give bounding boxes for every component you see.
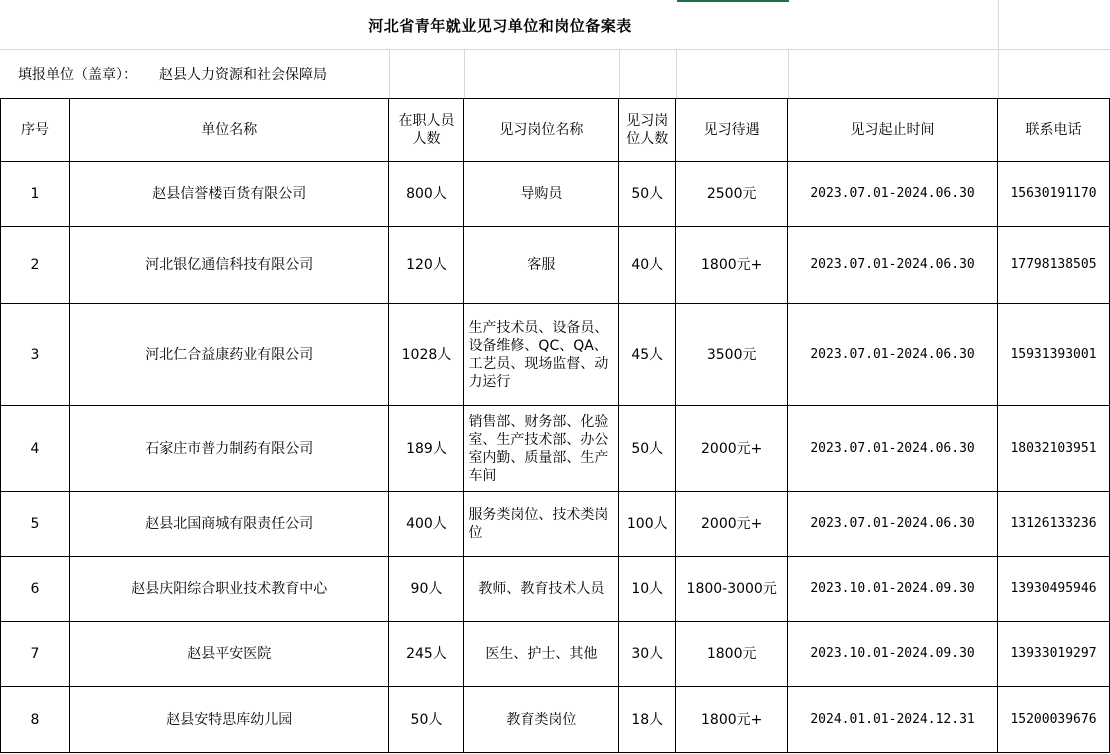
cell-post[interactable]: 教育类岗位 bbox=[464, 687, 619, 753]
cell-phone[interactable]: 13930495946 bbox=[997, 557, 1109, 622]
gridline bbox=[464, 50, 465, 98]
cell-no[interactable]: 2 bbox=[1, 227, 70, 304]
cell-period[interactable]: 2023.07.01-2024.06.30 bbox=[788, 227, 998, 304]
cell-period[interactable]: 2023.10.01-2024.09.30 bbox=[788, 622, 998, 687]
reporting-unit bbox=[18, 50, 327, 98]
cell-unit[interactable]: 赵县北国商城有限责任公司 bbox=[69, 492, 389, 557]
table-row bbox=[1, 304, 1110, 406]
cell-unit[interactable]: 赵县安特思库幼儿园 bbox=[69, 687, 389, 753]
cell-post[interactable]: 客服 bbox=[464, 227, 619, 304]
cell-phone[interactable]: 13126133236 bbox=[997, 492, 1109, 557]
header-pay[interactable]: 见习待遇 bbox=[676, 99, 788, 162]
header-staff[interactable]: 在职人员人数 bbox=[389, 99, 464, 162]
cell-count[interactable]: 50人 bbox=[619, 162, 676, 227]
cell-pay[interactable]: 1800元 bbox=[676, 622, 788, 687]
cell-no[interactable]: 5 bbox=[1, 492, 70, 557]
cell-period[interactable]: 2023.07.01-2024.06.30 bbox=[788, 304, 998, 406]
cell-pay[interactable]: 1800元+ bbox=[676, 227, 788, 304]
cell-phone[interactable]: 17798138505 bbox=[997, 227, 1109, 304]
cell-count[interactable]: 45人 bbox=[619, 304, 676, 406]
cell-unit[interactable]: 河北仁合益康药业有限公司 bbox=[69, 304, 389, 406]
header-post[interactable]: 见习岗位名称 bbox=[464, 99, 619, 162]
cell-post[interactable]: 教师、教育技术人员 bbox=[464, 557, 619, 622]
cell-count[interactable]: 40人 bbox=[619, 227, 676, 304]
table-header-row bbox=[1, 99, 1110, 162]
header-period[interactable]: 见习起止时间 bbox=[788, 99, 998, 162]
cell-no[interactable]: 3 bbox=[1, 304, 70, 406]
cell-period[interactable]: 2024.01.01-2024.12.31 bbox=[788, 687, 998, 753]
gridline bbox=[676, 50, 677, 98]
table-row bbox=[1, 622, 1110, 687]
cell-post[interactable]: 导购员 bbox=[464, 162, 619, 227]
header-post-count[interactable]: 见习岗位人数 bbox=[619, 99, 676, 162]
header-phone[interactable]: 联系电话 bbox=[997, 99, 1109, 162]
cell-no[interactable]: 7 bbox=[1, 622, 70, 687]
cell-unit[interactable]: 赵县庆阳综合职业技术教育中心 bbox=[69, 557, 389, 622]
table-row bbox=[1, 492, 1110, 557]
cell-post[interactable]: 销售部、财务部、化验室、生产技术部、办公室内勤、质量部、生产车间 bbox=[464, 406, 619, 492]
table-row bbox=[1, 557, 1110, 622]
cell-period[interactable]: 2023.07.01-2024.06.30 bbox=[788, 406, 998, 492]
cell-no[interactable]: 4 bbox=[1, 406, 70, 492]
cell-staff[interactable]: 189人 bbox=[389, 406, 464, 492]
cell-pay[interactable]: 2000元+ bbox=[676, 406, 788, 492]
cell-phone[interactable]: 15931393001 bbox=[997, 304, 1109, 406]
header-no[interactable]: 序号 bbox=[1, 99, 70, 162]
cell-pay[interactable]: 2500元 bbox=[676, 162, 788, 227]
cell-count[interactable]: 30人 bbox=[619, 622, 676, 687]
cell-phone[interactable]: 18032103951 bbox=[997, 406, 1109, 492]
table-row bbox=[1, 162, 1110, 227]
cell-period[interactable]: 2023.10.01-2024.09.30 bbox=[788, 557, 998, 622]
cell-unit[interactable]: 赵县平安医院 bbox=[69, 622, 389, 687]
cell-pay[interactable]: 2000元+ bbox=[676, 492, 788, 557]
cell-unit[interactable]: 石家庄市普力制药有限公司 bbox=[69, 406, 389, 492]
cell-no[interactable]: 8 bbox=[1, 687, 70, 753]
cell-staff[interactable]: 245人 bbox=[389, 622, 464, 687]
internship-table bbox=[0, 98, 1110, 753]
cell-staff[interactable]: 1028人 bbox=[389, 304, 464, 406]
cell-phone[interactable]: 15200039676 bbox=[997, 687, 1109, 753]
cell-pay[interactable]: 1800元+ bbox=[676, 687, 788, 753]
reporting-unit-label: 填报单位（盖章）： bbox=[18, 67, 137, 83]
header-unit[interactable]: 单位名称 bbox=[69, 99, 389, 162]
cell-post[interactable]: 服务类岗位、技术类岗位 bbox=[464, 492, 619, 557]
cell-staff[interactable]: 50人 bbox=[389, 687, 464, 753]
cell-staff[interactable]: 400人 bbox=[389, 492, 464, 557]
gridline bbox=[389, 50, 390, 98]
table-row bbox=[1, 406, 1110, 492]
cell-post[interactable]: 生产技术员、设备员、设备维修、QC、QA、工艺员、现场监督、动力运行 bbox=[464, 304, 619, 406]
cell-pay[interactable]: 3500元 bbox=[676, 304, 788, 406]
cell-no[interactable]: 6 bbox=[1, 557, 70, 622]
cell-staff[interactable]: 90人 bbox=[389, 557, 464, 622]
cell-period[interactable]: 2023.07.01-2024.06.30 bbox=[788, 162, 998, 227]
cell-post[interactable]: 医生、护士、其他 bbox=[464, 622, 619, 687]
cell-unit[interactable]: 赵县信誉楼百货有限公司 bbox=[69, 162, 389, 227]
cell-no[interactable]: 1 bbox=[1, 162, 70, 227]
cell-unit[interactable]: 河北银亿通信科技有限公司 bbox=[69, 227, 389, 304]
table-row bbox=[1, 687, 1110, 753]
reporting-unit-value: 赵县人力资源和社会保障局 bbox=[159, 67, 327, 83]
gridline bbox=[788, 50, 789, 98]
cell-period[interactable]: 2023.07.01-2024.06.30 bbox=[788, 492, 998, 557]
table-row bbox=[1, 227, 1110, 304]
cell-pay[interactable]: 1800-3000元 bbox=[676, 557, 788, 622]
cell-count[interactable]: 50人 bbox=[619, 406, 676, 492]
cell-count[interactable]: 10人 bbox=[619, 557, 676, 622]
cell-count[interactable]: 100人 bbox=[619, 492, 676, 557]
cell-count[interactable]: 18人 bbox=[619, 687, 676, 753]
gridline bbox=[619, 50, 620, 98]
cell-phone[interactable]: 13933019297 bbox=[997, 622, 1109, 687]
cell-phone[interactable]: 15630191170 bbox=[997, 162, 1109, 227]
sheet-title: 河北省青年就业见习单位和岗位备案表 bbox=[368, 16, 632, 35]
cell-staff[interactable]: 800人 bbox=[389, 162, 464, 227]
cell-staff[interactable]: 120人 bbox=[389, 227, 464, 304]
